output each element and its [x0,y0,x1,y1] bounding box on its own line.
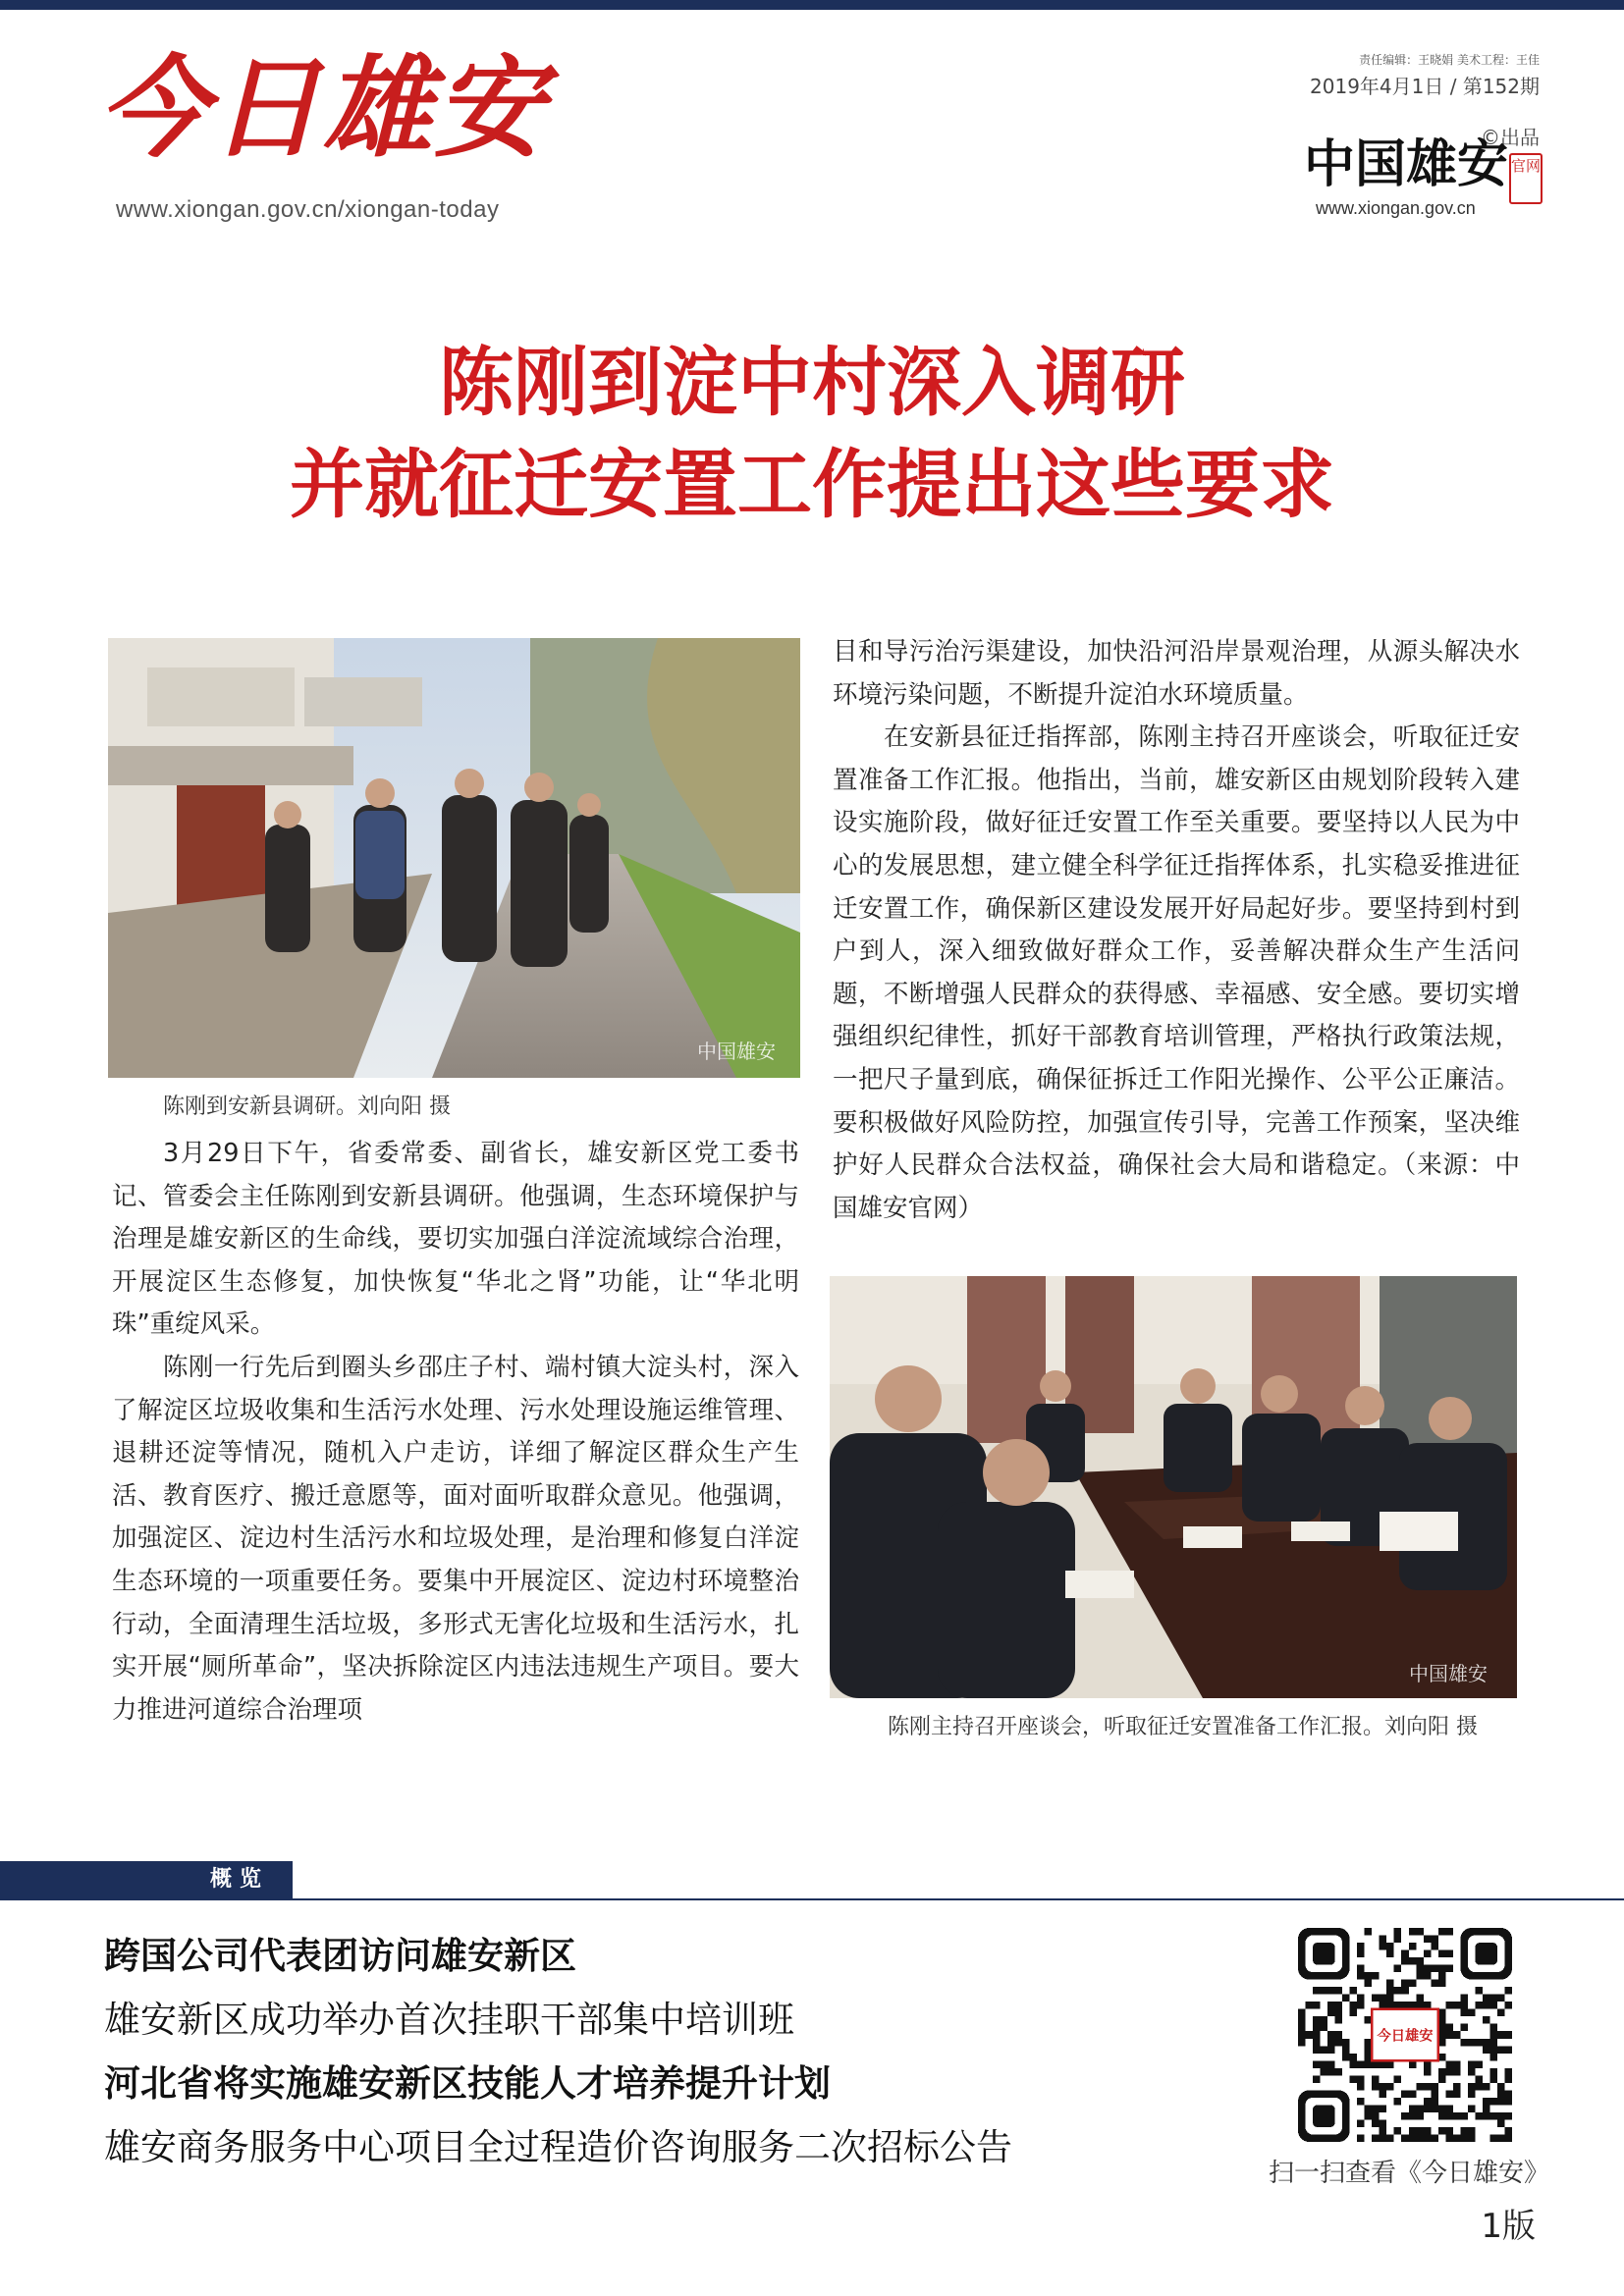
article-paragraph-1: 3月29日下午，省委常委、副省长，雄安新区党工委书记、管委会主任陈刚到安新县调研。他强调，生态环境保护与治理是雄安新区的生命线，要切实加强白洋淀流域综合治理，开展淀区生态修复，加快恢复“华北之肾”功能，让“华北明珠”重绽风采。 [112,1139,799,1340]
qr-caption: 扫一扫查看《今日雄安》 [1268,2159,1549,2188]
overview-item[interactable]: 河北省将实施雄安新区技能人才培养提升计划 [104,2062,831,2105]
article-column-left [112,1133,799,1732]
partner-seal: 官网 [1509,153,1543,204]
overview-list [104,1924,1263,2179]
photo-watermark: 中国雄安 [697,1040,776,1063]
article-paragraph-2: 陈刚一行先后到圈头乡邵庄子村、端村镇大淀头村，深入了解淀区垃圾收集和生活污水处理、污水处理设施运维管理、退耕还淀等情况，随机入户走访，详细了解淀区群众生产生活、教育医疗、搬迁意愿等，面对面听取群众意见。他强调，加强淀区、淀边村生活污水和垃圾处理，是治理和修复白洋淀生态环境的一项重要任务。要集中开展淀区、淀边村环境整治行动，全面清理生活垃圾，多形式无害化垃圾和生活污水，扎实开展“厕所革命”，坚决拆除淀区内违法违规生产项目。要大力推进河道综合治理项 [112,1352,799,1725]
headline [0,332,1624,536]
headline-line-1: 陈刚到淀中村深入调研 [439,339,1185,426]
overview-item[interactable]: 跨国公司代表团访问雄安新区 [104,1935,576,1977]
top-color-bar [0,0,1624,10]
article-paragraph-2-continued: 目和导污治污渠建设，加快沿河沿岸景观治理，从源头解决水环境污染问题，不断提升淀泊水环境质量。 [833,637,1520,710]
issue-date: 2019年4月1日 / 第152期 [1310,75,1540,98]
article-column-right [833,631,1520,1230]
meeting-photo [830,1276,1517,1698]
qr-center-label: 今日雄安 [1377,2028,1434,2045]
headline-line-2: 并就征迁安置工作提出这些要求 [290,441,1334,528]
qr-code[interactable] [1298,1928,1512,2142]
overview-item[interactable]: 雄安新区成功举办首次挂职干部集中培训班 [104,1999,794,2041]
page-number: 1版 [1481,2207,1536,2246]
editor-credits: 责任编辑：王晓娟 美术工程：王佳 [1359,53,1540,67]
masthead-logo: 今日雄安 [98,44,546,173]
overview-item[interactable]: 雄安商务服务中心项目全过程造价咨询服务二次招标公告 [104,2126,1012,2168]
producer-label: ©出品 [1481,126,1540,149]
photo-watermark: 中国雄安 [1409,1662,1488,1685]
partner-url[interactable]: www.xiongan.gov.cn [1316,198,1476,218]
overview-label: 概览 [0,1861,293,1898]
overview-divider [0,1898,1624,1900]
photo-caption-1: 陈刚到安新县调研。刘向阳 摄 [163,1095,451,1119]
photo-caption-2: 陈刚主持召开座谈会，听取征迁安置准备工作汇报。刘向阳 摄 [888,1715,1478,1739]
masthead-url[interactable]: www.xiongan.gov.cn/xiongan-today [116,196,500,223]
inspection-photo [108,638,800,1078]
partner-logo: 中国雄安 [1304,134,1509,194]
article-paragraph-3: 在安新县征迁指挥部，陈刚主持召开座谈会，听取征迁安置准备工作汇报。他指出，当前，雄安新区由规划阶段转入建设实施阶段，做好征迁安置工作至关重要。要坚持以人民为中心的发展思想，建立健全科学征迁指挥体系，扎实稳妥推进征迁安置工作，确保新区建设发展开好局起好步。要坚持到村到户到人，深入细致做好群众工作，妥善解决群众生产生活问题，不断增强人民群众的获得感、幸福感、安全感。要切实增强组织纪律性，抓好干部教育培训管理，严格执行政策法规，一把尺子量到底，确保征拆迁工作阳光操作、公平公正廉洁。要积极做好风险防控，加强宣传引导，完善工作预案，坚决维护好人民群众合法权益，确保社会大局和谐稳定。（来源：中国雄安官网） [833,722,1520,1223]
